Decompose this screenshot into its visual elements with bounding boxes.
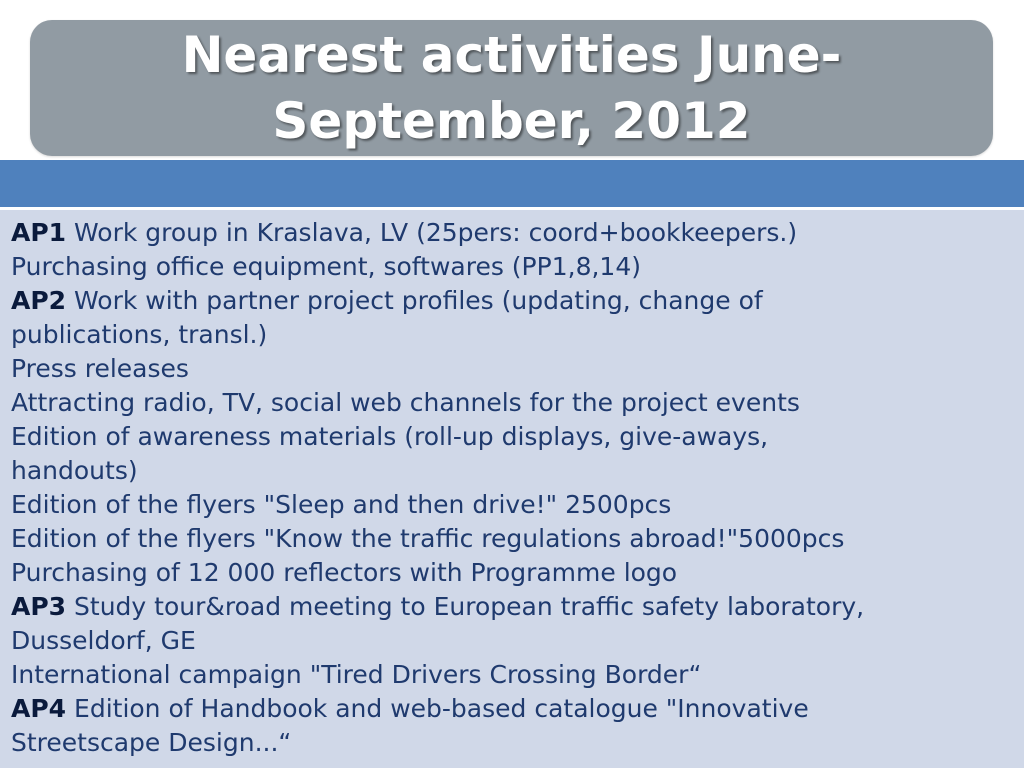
activity-line [11,692,1014,726]
activity-line [11,454,1014,488]
activity-text: Work with partner project profiles (updating, change of [66,286,763,315]
activities-table [0,160,1024,768]
activity-line [11,726,1014,760]
activity-line [11,386,1014,420]
activity-line [11,590,1014,624]
activity-text: Edition of the flyers "Sleep and then drive!" 2500pcs [11,490,672,519]
activity-line [11,624,1014,658]
activity-text: International campaign "Tired Drivers Crossing Border“ [11,660,702,689]
activity-code: AP2 [11,286,67,315]
activity-line [11,216,1014,250]
activity-line [11,522,1014,556]
activity-line [11,284,1014,318]
table-header-row [0,160,1024,207]
activity-line [11,352,1014,386]
activity-line [11,250,1014,284]
activity-text: Study tour&road meeting to European traffic safety laboratory, [66,592,865,621]
slide-title-line-1: Nearest activities June- [181,26,842,84]
activity-text: Edition of awareness materials (roll-up displays, give-aways, [11,422,769,451]
activity-line [11,488,1014,522]
activity-text: Purchasing office equipment, softwares (PP1,8,14) [11,252,641,281]
activity-text: Purchasing of 12 000 reflectors with Programme logo [11,558,678,587]
activity-text: Press releases [11,354,189,383]
activity-code: AP1 [11,218,67,247]
slide-title-line-2: September, 2012 [272,92,751,150]
activity-text: Streetscape Design...“ [11,728,292,757]
activity-text: Dusseldorf, GE [11,626,196,655]
table-body-cell [0,208,1024,768]
activity-text: Edition of the flyers "Know the traffic regulations abroad!"5000pcs [11,524,845,553]
activity-line [11,318,1014,352]
activity-code: AP3 [11,592,67,621]
activity-text: Edition of Handbook and web-based catalogue "Innovative [66,694,809,723]
title-box [30,20,993,156]
activity-code: AP4 [11,694,67,723]
activity-line [11,556,1014,590]
activity-text: publications, transl.) [11,320,268,349]
slide-title [62,22,962,154]
activity-text: handouts) [11,456,138,485]
activity-text: Work group in Kraslava, LV (25pers: coord+bookkeepers.) [66,218,798,247]
activity-line [11,658,1014,692]
activity-line [11,420,1014,454]
activity-text: Attracting radio, TV, social web channels for the project events [11,388,800,417]
